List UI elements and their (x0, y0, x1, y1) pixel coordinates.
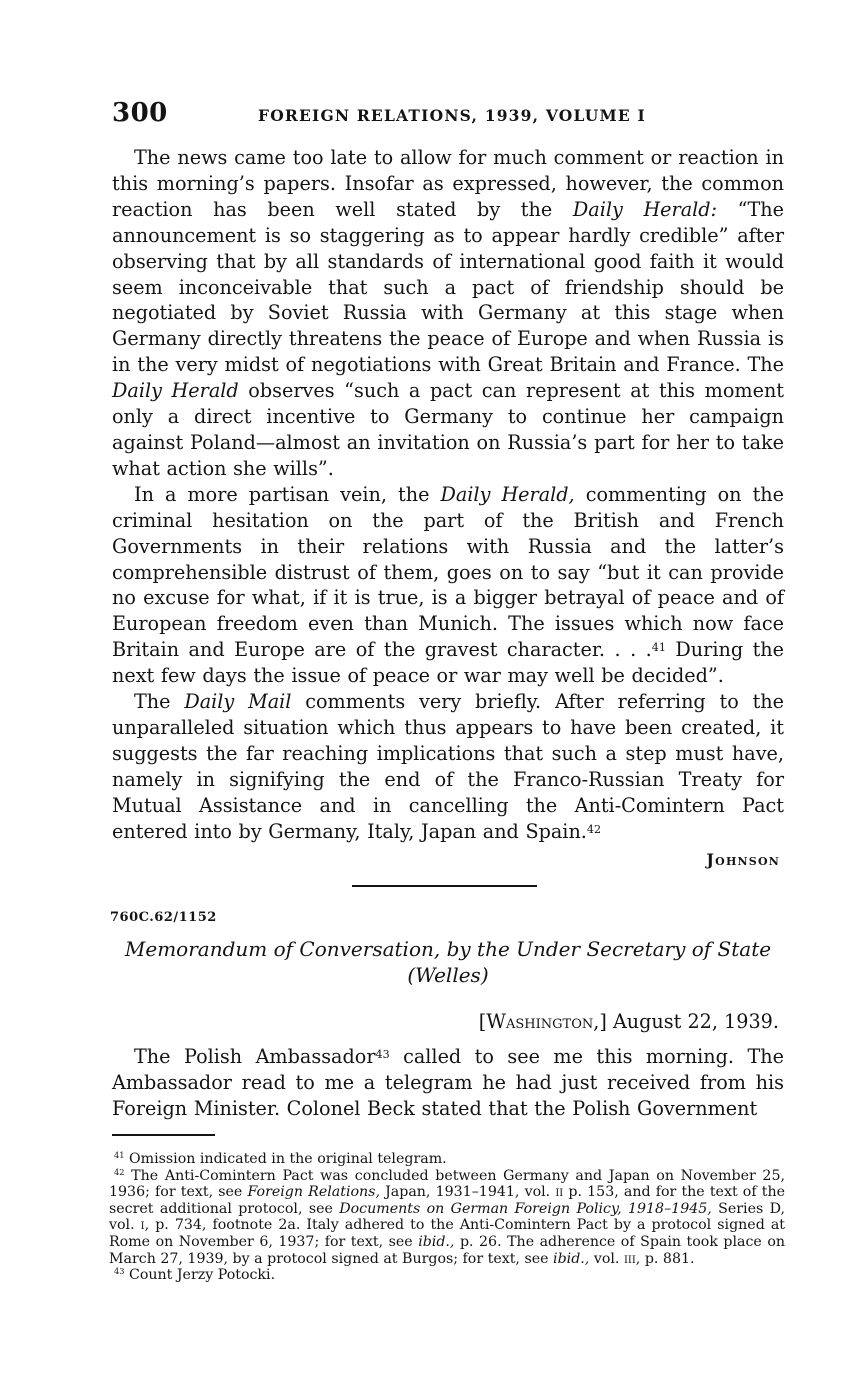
report-body (112, 145, 784, 844)
running-title: FOREIGN RELATIONS, 1939, VOLUME I (258, 106, 646, 125)
footnote-ref-42: 42 (586, 822, 602, 836)
file-number: 760C.62/1152 (110, 910, 217, 925)
dateline-place: [Washington,] (478, 1010, 607, 1033)
footnote-41: $^{41}$ Omission indicated in the original telegram. (114, 1150, 447, 1167)
dateline-date: August 22, 1939. (612, 1010, 779, 1033)
section-divider (352, 885, 537, 887)
footnote-42: $^{42}$ The Anti-Comintern Pact was concluded between Germany and Japan on November 25, 1936; for text, see Foreign Relations, Japan, 1931–1941, vol. ii p. 153, and for the text of the secret additional protocol, see Documents on German Foreign Policy, 1918–1945, Series D, vol. i, p. 734, footnote 2a. Italy adhered to the Anti-Comintern Pact by a protocol signed at Rome on November 6, 1937; for text, see ibid., p. 26. The adherence of Spain took place on March 27, 1939, by a protocol signed at Burgos; for text, see ibid., vol. iii, p. 881. (109, 1166, 786, 1267)
footnote-rule (112, 1134, 215, 1136)
footnotes (109, 1151, 785, 1284)
memo-body (112, 1044, 784, 1122)
footnote-43: $^{43}$ Count Jerzy Potocki. (114, 1266, 276, 1284)
memo-title-line-1: Memorandum of Conversation, by the Under Secretary of State (124, 937, 772, 961)
memo-paragraph-1: The Polish Ambassador$^{43}$ called to see me this morning. The Ambassador read to me a telegram he had just received from his Foreign Minister. Colonel Beck stated that the Polish Government (112, 1045, 784, 1120)
report-paragraph-3: The Daily Mail comments very briefly. After referring to the unparalleled situation which thus appears to have been created, it suggests the far reaching implications that such a step must have, namely in signifying the end of the Franco-Russian Treaty for Mutual Assistance and in cancelling the Anti-Comintern Pact entered into by Germany, Italy, Japan and Spain.$^{42}$ (112, 690, 784, 843)
report-paragraph-2: In a more partisan vein, the Daily Herald, commenting on the criminal hesitation on the part of the British and French Governments in their relations with Russia and the latter’s comprehensible distrust of them, goes on to say “but it can provide no excuse for what, if it is true, is a bigger betrayal of peace and of European freedom even than Munich. The issues which now face Britain and Europe are of the gravest character. . . .$^{41}$ During the next few days the issue of peace or war may well be decided”. (112, 482, 785, 688)
page-number: 300 (112, 98, 168, 128)
signature: Johnson (706, 850, 780, 869)
memo-title-line-2: (Welles) (407, 963, 489, 987)
running-head (112, 98, 784, 132)
footnote-ref-43: 43 (375, 1048, 390, 1061)
memo-title (112, 936, 784, 988)
footnote-ref-41: 41 (651, 641, 666, 655)
dateline (479, 1010, 779, 1033)
report-paragraph-1: The news came too late to allow for much comment or reaction in this morning’s papers. Insofar as expressed, however, the common reaction has been well stated by the Daily Herald: “The announcement is so staggering as to appear hardly credible” after observing that by all standards of international good faith it would seem inconceivable that such a pact of friendship should be negotiated by Soviet Russia with Germany at this stage when Germany directly threatens the peace of Europe and when Russia is in the very midst of negotiations with Great Britain and France. The Daily Herald observes “such a pact can represent at this moment only a direct incentive to Germany to continue her campaign against Poland—almost an invitation on Russia’s part for her to take what action she wills”. (112, 146, 785, 480)
